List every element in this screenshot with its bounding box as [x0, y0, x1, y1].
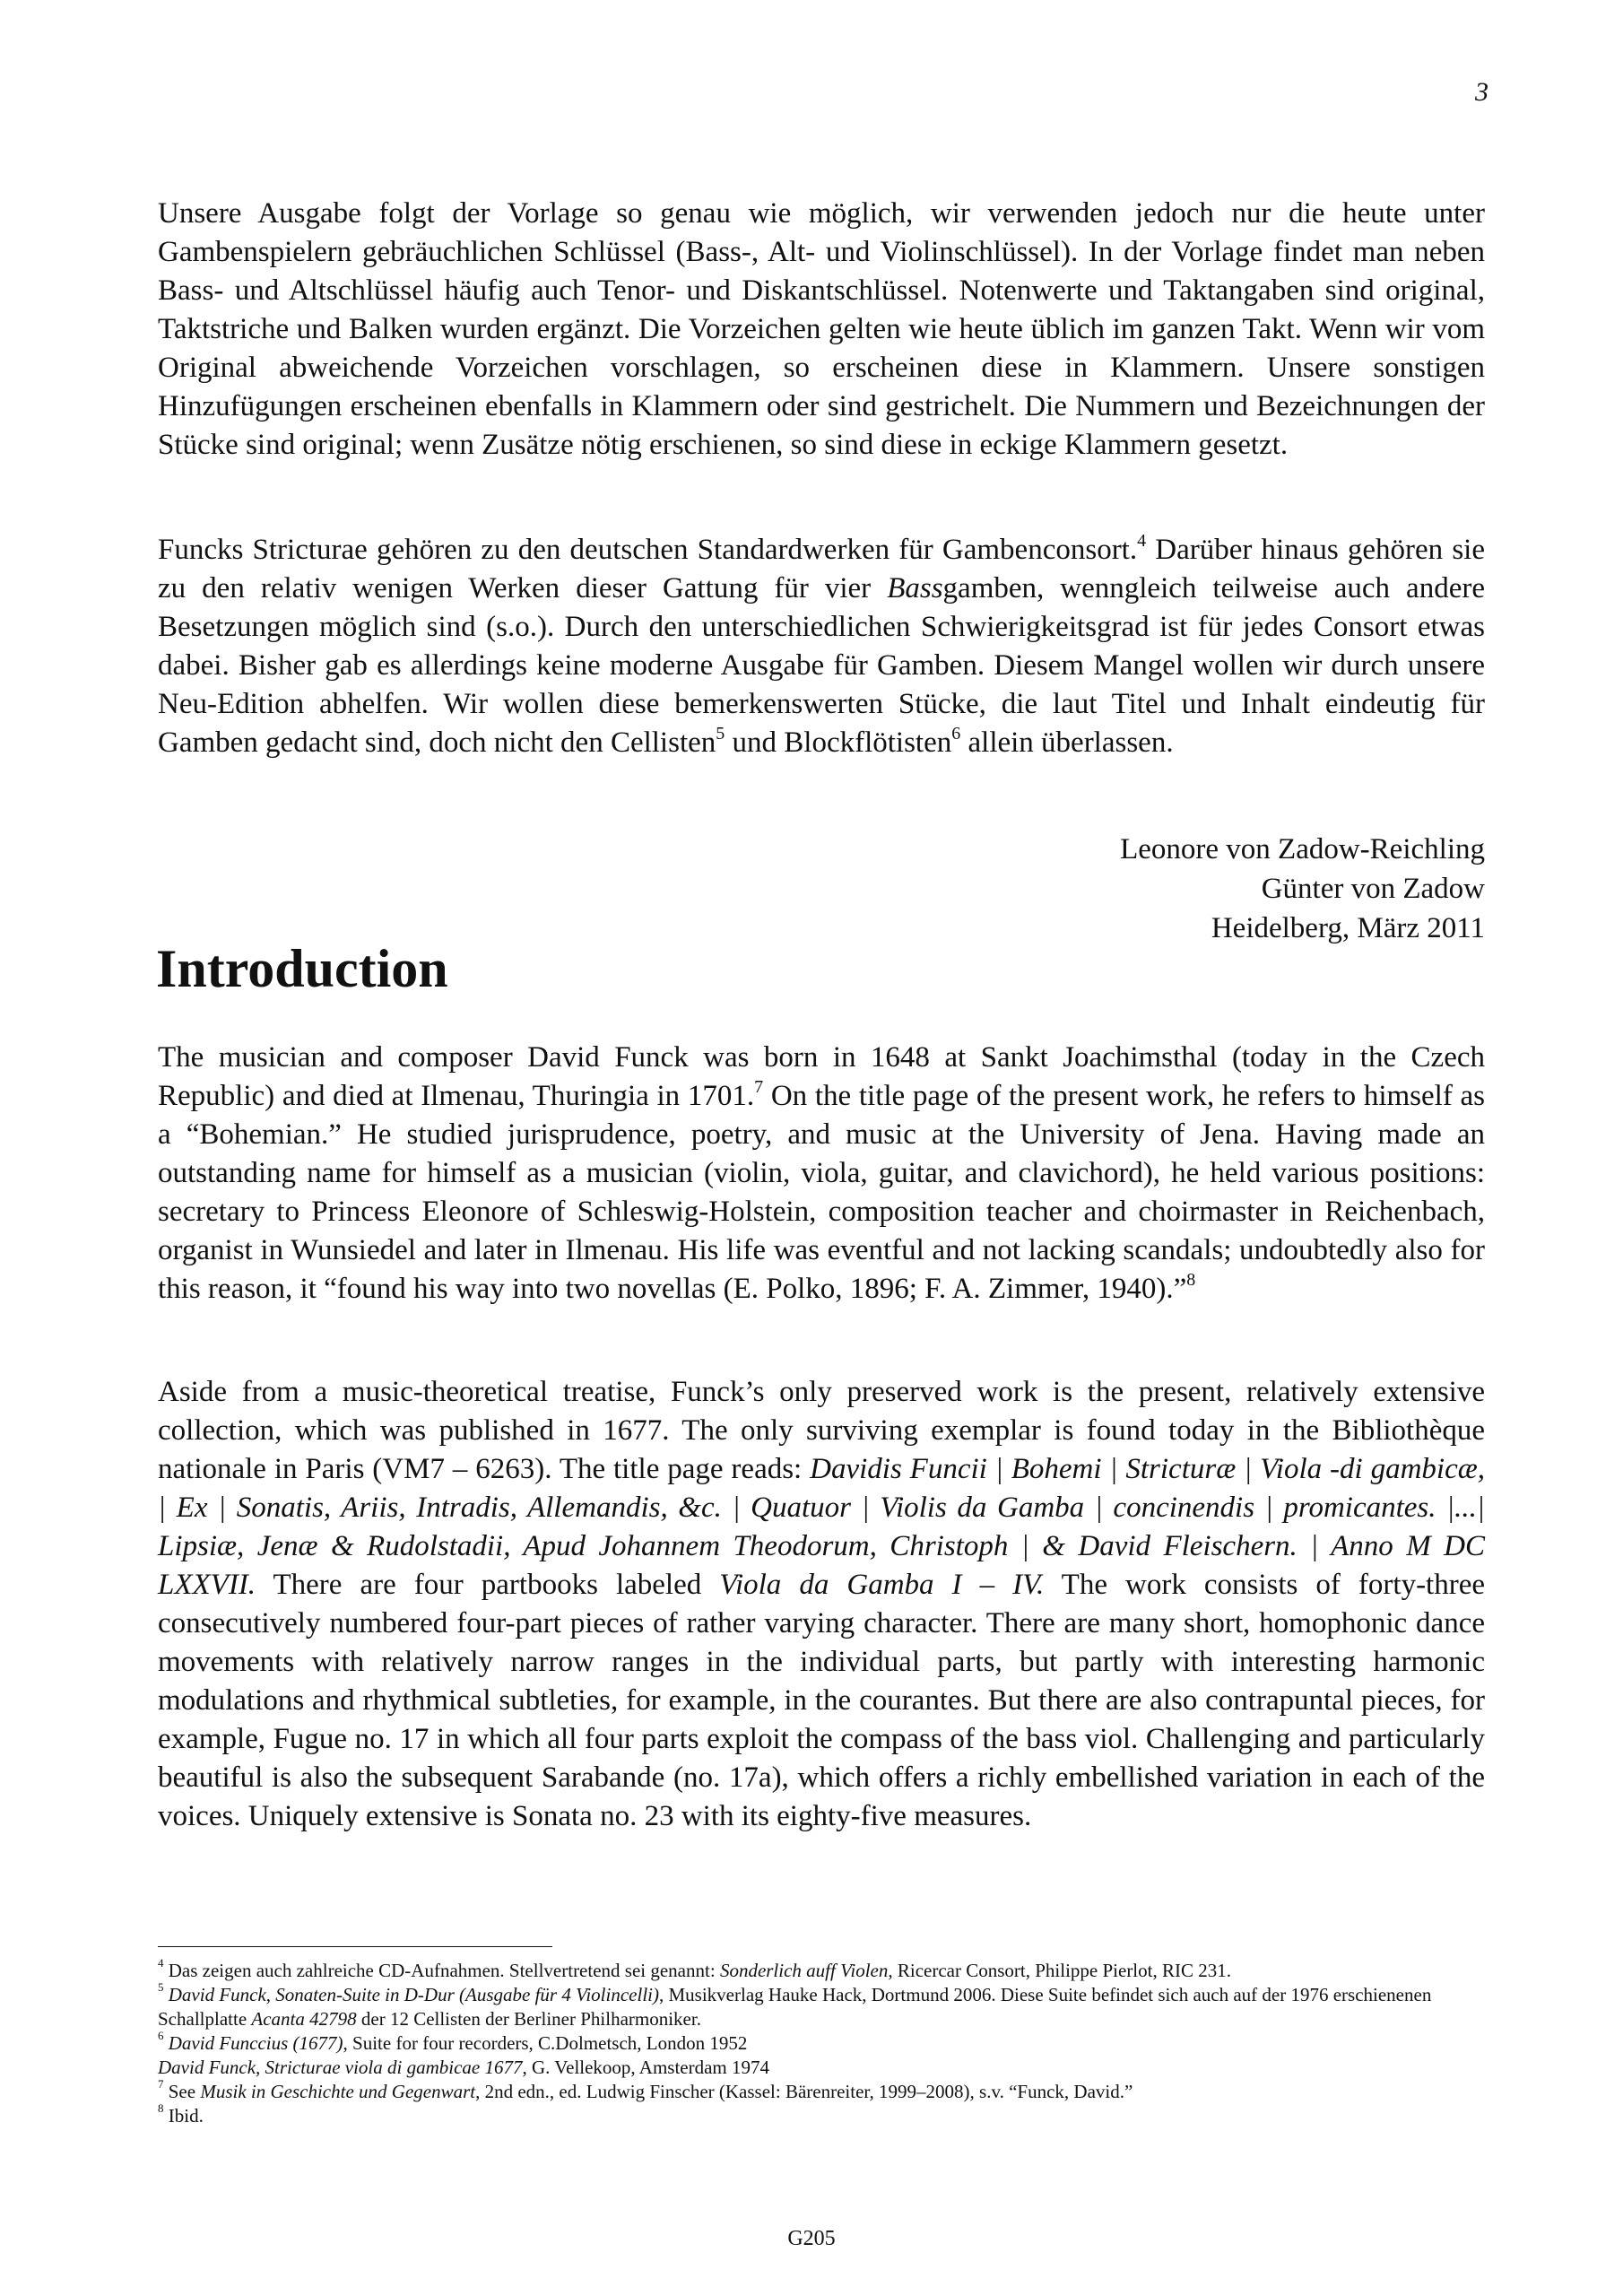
emphasis: David Funck, Sonaten-Suite in D-Dur (Ausgabe für 4 Violincelli) — [168, 1984, 659, 2005]
emphasis: Sonderlich auff Violen — [719, 1960, 889, 1981]
footnote-divider — [158, 1946, 552, 1947]
footnote-number: 5 — [158, 1980, 164, 1994]
german-paragraph-1-text: Unsere Ausgabe folgt der Vorlage so genau wie möglich, wir verwenden jedoch nur die heute unter Gambenspielern gebräuchlichen Schlüssel (Bass-, Alt- und Violinschlüssel). In der Vorlage findet man neben Bass- und Altschlüssel häufig auch Tenor- und Diskantschlüssel. Notenwerte und Taktangaben sind original, Taktstriche und Balken wurden ergänzt. Die Vorzeichen gelten wie heute üblich im ganzen Takt. Wenn wir vom Original abweichende Vorzeichen vorschlagen, so erscheinen diese in Klammern. Unsere sonstigen Hinzufügungen erscheinen ebenfalls in Klammern oder sind gestrichelt. Die Nummern und Bezeichnungen der Stücke sind original; wenn Zusätze nötig erschienen, so sind diese in eckige Klammern gesetzt. — [158, 197, 1485, 461]
emphasis: Musik in Geschichte und Gegenwart — [200, 2081, 476, 2102]
footnote-number: 6 — [158, 2029, 164, 2042]
text-run: Das zeigen auch zahlreiche CD-Aufnahmen. Stellvertretend sei genannt: — [163, 1960, 720, 1981]
title-citation: Davidis Funcii | Bohemi | Stricturæ | Viola -di gambicæ, | Ex | Sonatis, Ariis, Intradis, Allemandis, &c. | Quatuor | Violis da Gamba | concinendis | promicantes. |...| Lipsiæ, Jenæ & Rudolstadii, Apud Johannem Theodorum, Christoph | & David Fleischern. | Anno M DC LXXVII. — [158, 1453, 1485, 1601]
footnote-5 — [158, 1980, 1485, 2031]
footnote-7 — [158, 2077, 1485, 2104]
signature-author-2: Günter von Zadow — [1261, 873, 1485, 905]
text-run: On the title page of the present work, he refers to himself as a “Bohemian.” He studied jurisprudence, poetry, and music at the University of Jena. Having made an outstanding name for himself as a musician (violin, viola, guitar, and clavichord), he held various positions: secretary to Princess Eleonore of Schleswig-Holstein, composition teacher and choirmaster in Reichenbach, organist in Wunsiedel and later in Ilmenau. His life was eventful and not lacking scandals; undoubtedly also for this reason, it “found his way into two novellas (E. Polko, 1896; F. A. Zimmer, 1940).” — [158, 1080, 1486, 1305]
emphasis: Acanta 42798 — [251, 2008, 357, 2030]
emphasis: Viola da Gamba I – IV. — [719, 1569, 1045, 1601]
footnote-4 — [158, 1956, 1485, 1983]
footnote-ref-5: 5 — [716, 724, 725, 744]
emphasis: Bass — [887, 572, 943, 604]
text-run: Aside from a music-theoretical treatise, Funck’s only preserved work is the present, relatively extensive collection, which was published in 1677. The only surviving exemplar is found today in the Bibliothèque nationale in Paris (VM7 – 6263). The title page reads: — [158, 1376, 1485, 1485]
signature-block — [986, 830, 1485, 948]
footnote-8 — [158, 2101, 1485, 2128]
text-run: , Musikverlag Hauke Hack, Dortmund 2006. Diese Suite befindet sich auch auf der 1976 erschienenen Schallplatte — [158, 1984, 1432, 2030]
page-number: 3 — [1475, 77, 1488, 107]
text-run: See — [163, 2081, 201, 2102]
footnote-ref-7: 7 — [754, 1077, 764, 1097]
intro-paragraph-1 — [158, 1039, 1485, 1309]
section-heading: Introduction — [156, 939, 448, 998]
footnotes — [158, 1956, 1485, 2128]
footnote-number: 8 — [158, 2101, 164, 2115]
text-run: There are four partbooks labeled — [256, 1569, 720, 1601]
text-run: Darüber hinaus gehören sie zu den relativ wenigen Werken dieser Gattung für vier — [158, 534, 1485, 604]
emphasis: David Funccius (1677) — [168, 2032, 343, 2054]
footnote-ref-4: 4 — [1137, 531, 1147, 551]
text-run: , G. Vellekoop, Amsterdam 1974 — [522, 2057, 770, 2078]
text-run: , Suite for four recorders, C.Dolmetsch, London 1952 — [343, 2032, 748, 2054]
footnote-6 — [158, 2031, 1485, 2056]
signature-author-1: Leonore von Zadow-Reichling — [1120, 833, 1485, 865]
emphasis: David Funck, Stricturae viola di gambicae 1677 — [158, 2057, 523, 2078]
signature-place-date: Heidelberg, März 2011 — [1211, 912, 1485, 944]
text-run: The musician and composer David Funck was born in 1648 at Sankt Joachimsthal (today in the Czech Republic) and died at Ilmenau, Thuringia in 1701. — [158, 1041, 1485, 1112]
text-run: allein überlassen. — [960, 726, 1174, 759]
text-run: der 12 Cellisten der Berliner Philharmoniker. — [356, 2008, 701, 2030]
footnote-6-cont — [158, 2056, 1485, 2080]
text-run: , 2nd edn., ed. Ludwig Finscher (Kassel: Bärenreiter, 1999–2008), s.v. “Funck, David.” — [475, 2081, 1133, 2102]
footnote-number: 4 — [158, 1956, 164, 1970]
footnote-number: 7 — [158, 2077, 164, 2091]
footnote-ref-6: 6 — [951, 724, 961, 744]
text-run: Ibid. — [163, 2105, 204, 2126]
text-run: und Blockflötisten — [725, 726, 952, 759]
text-run: gamben, wenngleich teilweise auch andere Besetzungen möglich sind (s.o.). Durch den unterschiedlichen Schwierigkeitsgrad ist für jedes Consort etwas dabei. Bisher gab es allerdings keine moderne Ausgabe für Gamben. Diesem Mangel wollen wir durch unsere Neu-Edition abhelfen. Wir wollen diese bemerkenswerten Stücke, die laut Titel und Inhalt eindeutig für Gamben gedacht sind, doch nicht den Cellisten — [158, 572, 1485, 759]
intro-paragraph-2 — [158, 1373, 1485, 1836]
text-run: Funcks Stricturae gehören zu den deutschen Standardwerken für Gambenconsort. — [158, 534, 1138, 566]
german-paragraph-2 — [158, 531, 1485, 762]
footnote-ref-8: 8 — [1186, 1270, 1196, 1290]
folio-code: G205 — [787, 2227, 836, 2250]
german-paragraph-1 — [158, 195, 1485, 465]
text-run: , Ricercar Consort, Philippe Pierlot, RIC 231. — [888, 1960, 1231, 1981]
text-run: The work consists of forty-three consecutively numbered four-part pieces of rather varying character. There are many short, homophonic dance movements with relatively narrow ranges in the individual parts, but partly with interesting harmonic modulations and rhythmical subtleties, for example, in the courantes. But there are also contrapuntal pieces, for example, Fugue no. 17 in which all four parts exploit the compass of the bass viol. Challenging and particularly beautiful is also the subsequent Sarabande (no. 17a), which offers a richly embellished variation in each of the voices. Uniquely extensive is Sonata no. 23 with its eighty-five measures. — [158, 1569, 1486, 1832]
